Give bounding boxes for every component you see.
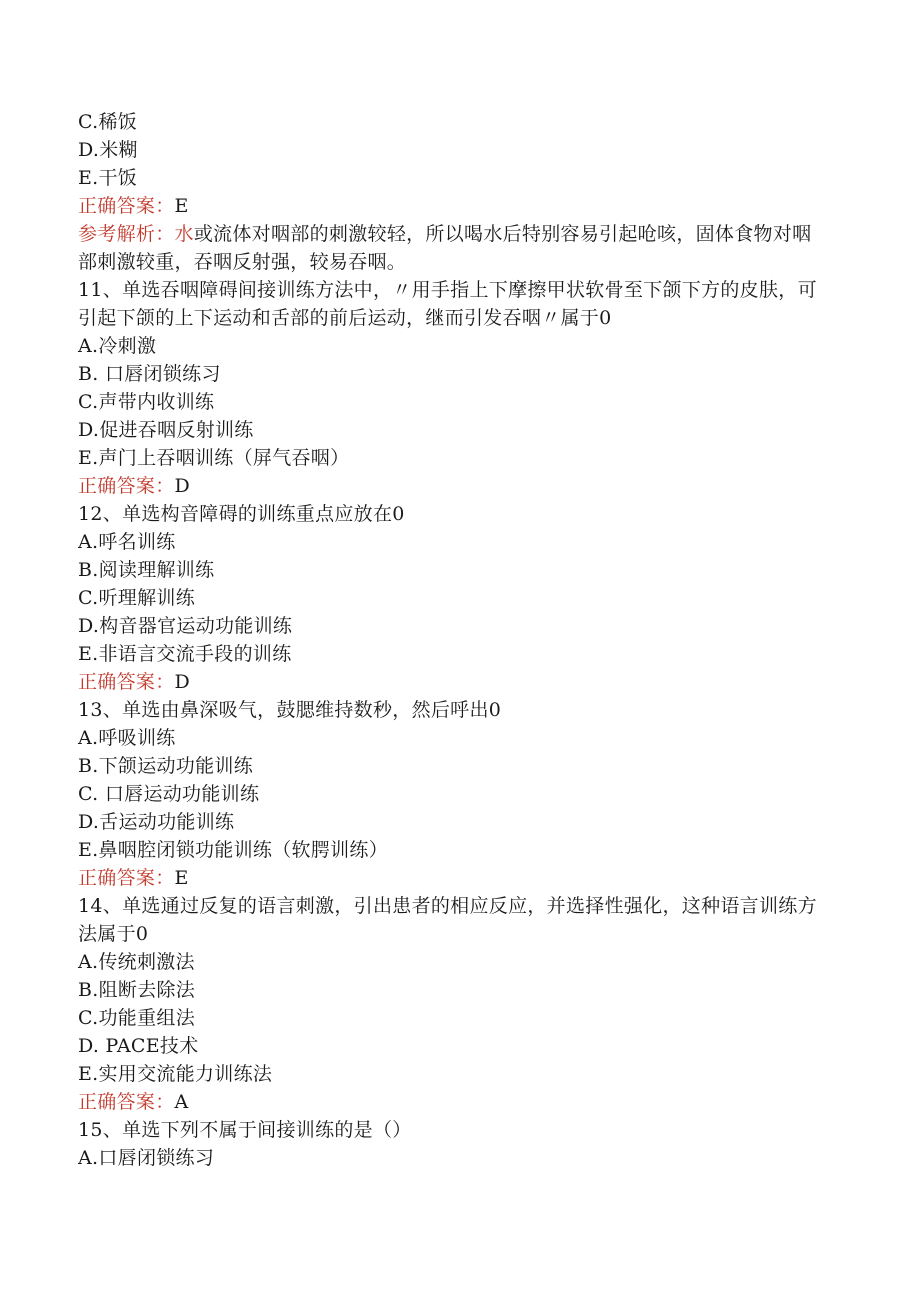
option-d: D.舌运动功能训练 [78,811,235,833]
option-a: A.呼名训练 [78,531,176,553]
answer-value: D [174,671,191,693]
answer-line [78,192,818,220]
question-stem: 15、单选下列不属于间接训练的是（） [78,1119,412,1141]
question-stem: 14、单选通过反复的语言刺激，引出患者的相应反应，并选择性强化，这种语言训练方法属于0 [78,895,817,945]
option-d: D.促进吞咽反射训练 [78,419,254,441]
option-a: A.冷刺激 [78,335,157,357]
analysis-label: 参考解析：水 [78,223,194,245]
answer-label: 正确答案： [78,867,175,889]
option-e: E.干饭 [78,167,138,189]
option-e: E.非语言交流手段的训练 [78,643,292,665]
question-stem: 11、单选吞咽障碍间接训练方法中，〃用手指上下摩擦甲状软骨至下颌下方的皮肤，可引起下颌的上下运动和舌部的前后运动，继而引发吞咽〃属于0 [78,279,817,329]
question-11 [78,276,818,500]
question-14 [78,892,818,1116]
question-10-tail [78,108,818,276]
option-c: C.稀饭 [78,111,138,133]
answer-label: 正确答案： [78,671,175,693]
answer-value: E [174,867,189,889]
option-a: A.口唇闭锁练习 [78,1147,215,1169]
option-e: E.鼻咽腔闭锁功能训练（软腭训练） [78,839,389,861]
question-stem: 13、单选由鼻深吸气，鼓腮维持数秒，然后呼出0 [78,699,502,721]
answer-line [78,668,818,696]
answer-line [78,1088,818,1116]
answer-label: 正确答案： [78,195,175,217]
option-e: E.声门上吞咽训练（屏气吞咽） [78,447,350,469]
question-stem: 12、单选构音障碍的训练重点应放在0 [78,503,405,525]
option-b: B.阻断去除法 [78,979,196,1001]
document-page [78,108,818,1172]
answer-label: 正确答案： [78,475,175,497]
option-d: D.米糊 [78,139,138,161]
option-b: B.阅读理解训练 [78,559,215,581]
option-c: C.功能重组法 [78,1007,196,1029]
question-13 [78,696,818,892]
option-c: C.声带内收训练 [78,391,215,413]
option-c: C. 口唇运动功能训练 [78,783,260,805]
analysis-text: 或流体对咽部的刺激较轻，所以喝水后特别容易引起呛咳，固体食物对咽部刺激较重，吞咽反射强，较易吞咽。 [78,223,812,273]
question-15 [78,1116,818,1172]
answer-value: D [174,475,191,497]
answer-value: A [174,1091,189,1113]
answer-label: 正确答案： [78,1091,175,1113]
option-c: C.听理解训练 [78,587,196,609]
option-a: A.呼吸训练 [78,727,176,749]
option-d: D.构音器官运动功能训练 [78,615,293,637]
answer-value: E [174,195,189,217]
answer-line [78,864,818,892]
option-b: B.下颌运动功能训练 [78,755,254,777]
option-a: A.传统刺激法 [78,951,195,973]
answer-line [78,472,818,500]
option-b: B. 口唇闭锁练习 [78,363,221,385]
question-12 [78,500,818,696]
option-e: E.实用交流能力训练法 [78,1063,273,1085]
option-d: D. PACE技术 [78,1035,199,1057]
analysis [78,220,818,276]
